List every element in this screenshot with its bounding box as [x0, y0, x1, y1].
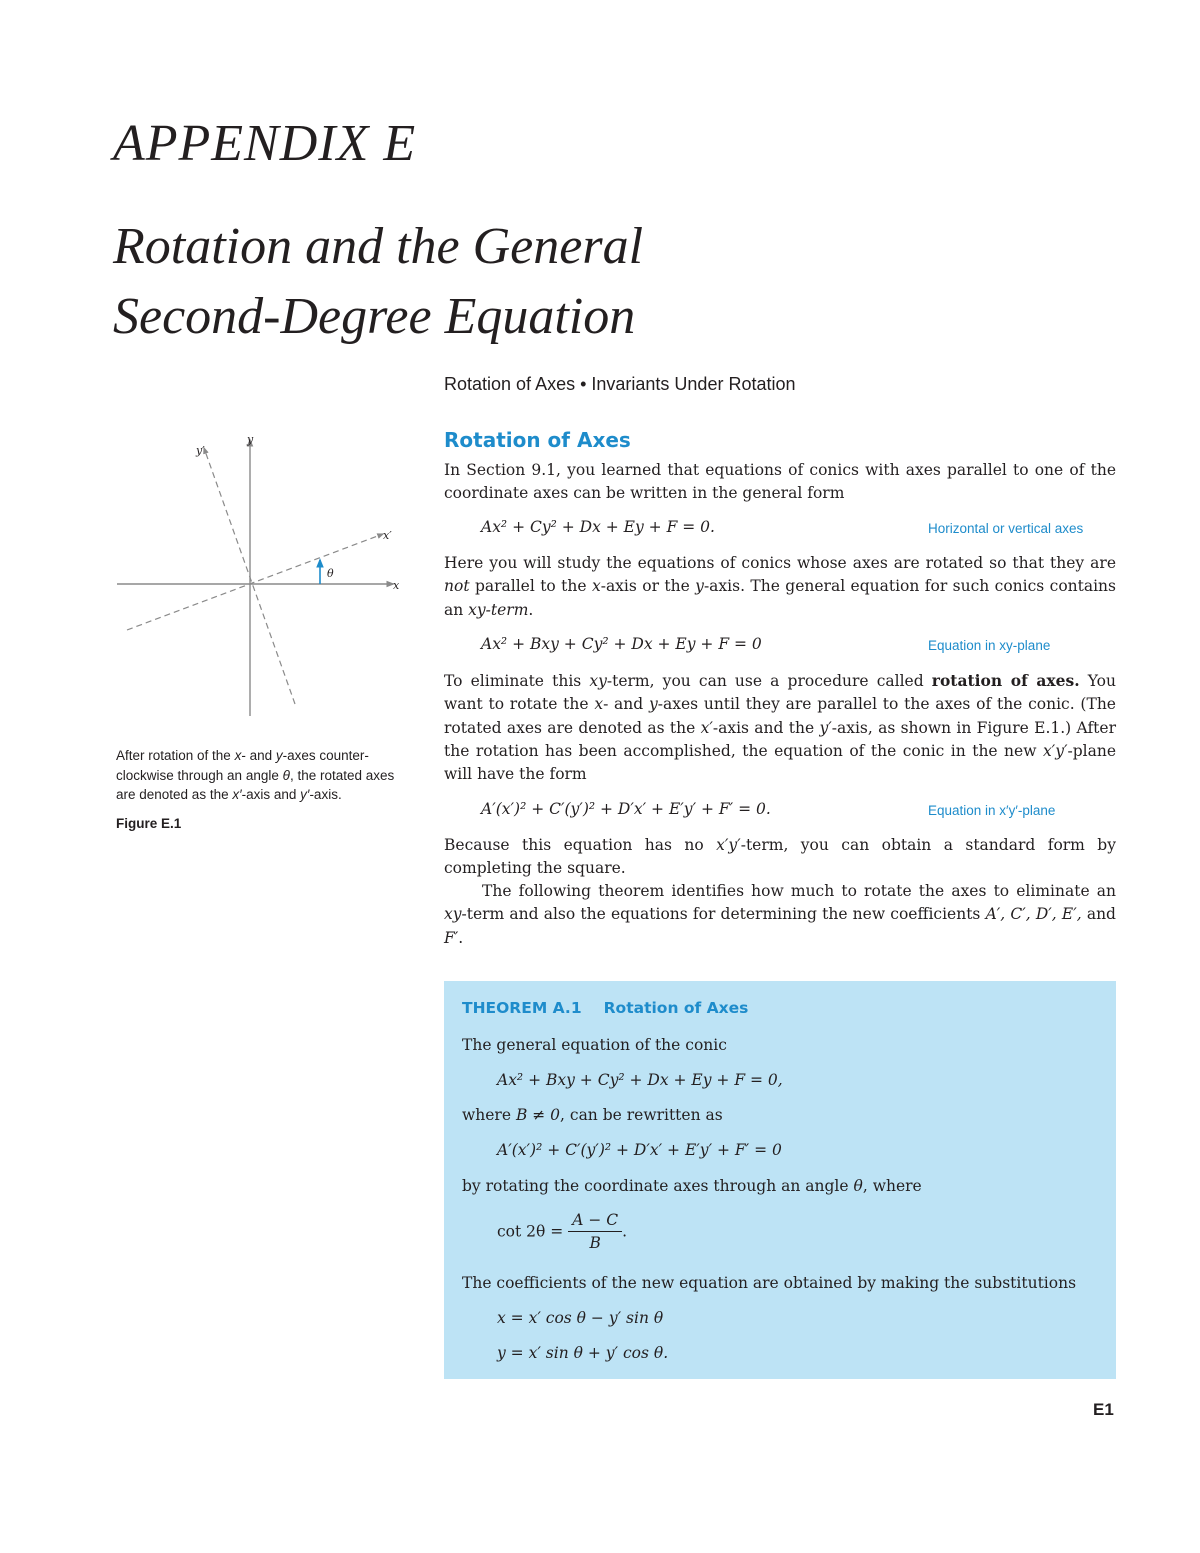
- equation-xprime-yprime-plane: A′(x′)² + C′(y′)² + D′x′ + E′y′ + F′ = 0.: [481, 800, 771, 818]
- chapter-title-line-1: Rotation and the General: [113, 218, 644, 275]
- cot-formula: cot 2θ = $\frac{A - C}{B}$ .: [497, 1211, 628, 1252]
- section-list: Rotation of Axes • Invariants Under Rotation: [444, 374, 796, 394]
- theorem-line-4: The coefficients of the new equation are obtained by making the substitutions: [462, 1274, 1077, 1292]
- paragraph-1: In Section 9.1, you learned that equations of conics with axes parallel to one of the coordinate axes can be written in the general form: [444, 461, 1116, 503]
- cot-numerator: A − C: [568, 1211, 622, 1232]
- section-heading: Rotation of Axes: [444, 428, 631, 452]
- theorem-line-1: The general equation of the conic: [462, 1036, 727, 1054]
- paragraph-4: Because this equation has no x′y′-term, you can obtain a standard form by completing the square.: [444, 836, 1116, 878]
- theorem-label: THEOREM A.1: [462, 999, 582, 1017]
- paragraph-3: To eliminate this xy-term, you can use a procedure called rotation of axes. You want to rotate the x- and y-axes until they are parallel to the axes of the conic. (The rotated axes are denoted as the x′-axis and the y′-axis, as shown in Figure E.1.) After the rotation has been accomplished, the equation of the conic in the new x′y′-plane will have the form: [444, 671, 1116, 784]
- paragraph-2: Here you will study the equations of conics whose axes are rotated so that they are not parallel to the x-axis or the y-axis. The general equation for such conics contains an xy-term.: [444, 554, 1116, 619]
- chapter-title: [113, 212, 643, 352]
- figure-label: Figure E.1: [116, 816, 182, 831]
- theorem-rotated-equation: A′(x′)² + C′(y′)² + D′x′ + E′y′ + F′ = 0: [497, 1141, 782, 1159]
- y-label: y: [247, 433, 254, 446]
- x-label: x: [393, 579, 400, 592]
- equation-label-1: Horizontal or vertical axes: [928, 521, 1084, 536]
- x-prime-label: x′: [383, 529, 392, 542]
- theorem-line-3: by rotating the coordinate axes through an angle θ, where: [462, 1177, 922, 1195]
- equation-label-2: Equation in xy-plane: [928, 638, 1051, 653]
- appendix-label: APPENDIX E: [113, 115, 417, 172]
- substitution-y: y = x′ sin θ + y′ cos θ.: [497, 1344, 669, 1362]
- theta-label: θ: [327, 567, 334, 580]
- rotation-figure: [113, 432, 403, 722]
- equation-label-3: Equation in x′y′-plane: [928, 803, 1056, 818]
- figure-caption: After rotation of the x- and y-axes counter-clockwise through an angle θ, the rotated axes are denoted as the x′-axis and y′-axis.: [116, 748, 395, 802]
- substitution-x: x = x′ cos θ − y′ sin θ: [497, 1309, 664, 1327]
- theorem-name: Rotation of Axes: [603, 999, 749, 1017]
- cot-fraction: [568, 1211, 622, 1252]
- theorem-title: [462, 999, 748, 1017]
- cot-lhs: cot 2θ =: [497, 1222, 564, 1241]
- cot-denominator: B: [589, 1234, 601, 1252]
- chapter-title-line-2: Second-Degree Equation: [113, 288, 636, 345]
- paragraph-5: The following theorem identifies how much to rotate the axes to eliminate an xy-term and also the equations for determining the new coefficients A′, C′, D′, E′, and F′.: [444, 882, 1116, 947]
- y-prime-label: y′: [196, 444, 205, 457]
- theorem-line-2: where B ≠ 0, can be rewritten as: [462, 1106, 723, 1124]
- x-prime-axis: [127, 534, 383, 630]
- equation-general-form: Ax² + Cy² + Dx + Ey + F = 0.: [481, 518, 715, 536]
- theorem-general-equation: Ax² + Bxy + Cy² + Dx + Ey + F = 0,: [497, 1071, 783, 1089]
- equation-xy-plane: Ax² + Bxy + Cy² + Dx + Ey + F = 0: [481, 635, 762, 653]
- page-number: E1: [1093, 1400, 1114, 1419]
